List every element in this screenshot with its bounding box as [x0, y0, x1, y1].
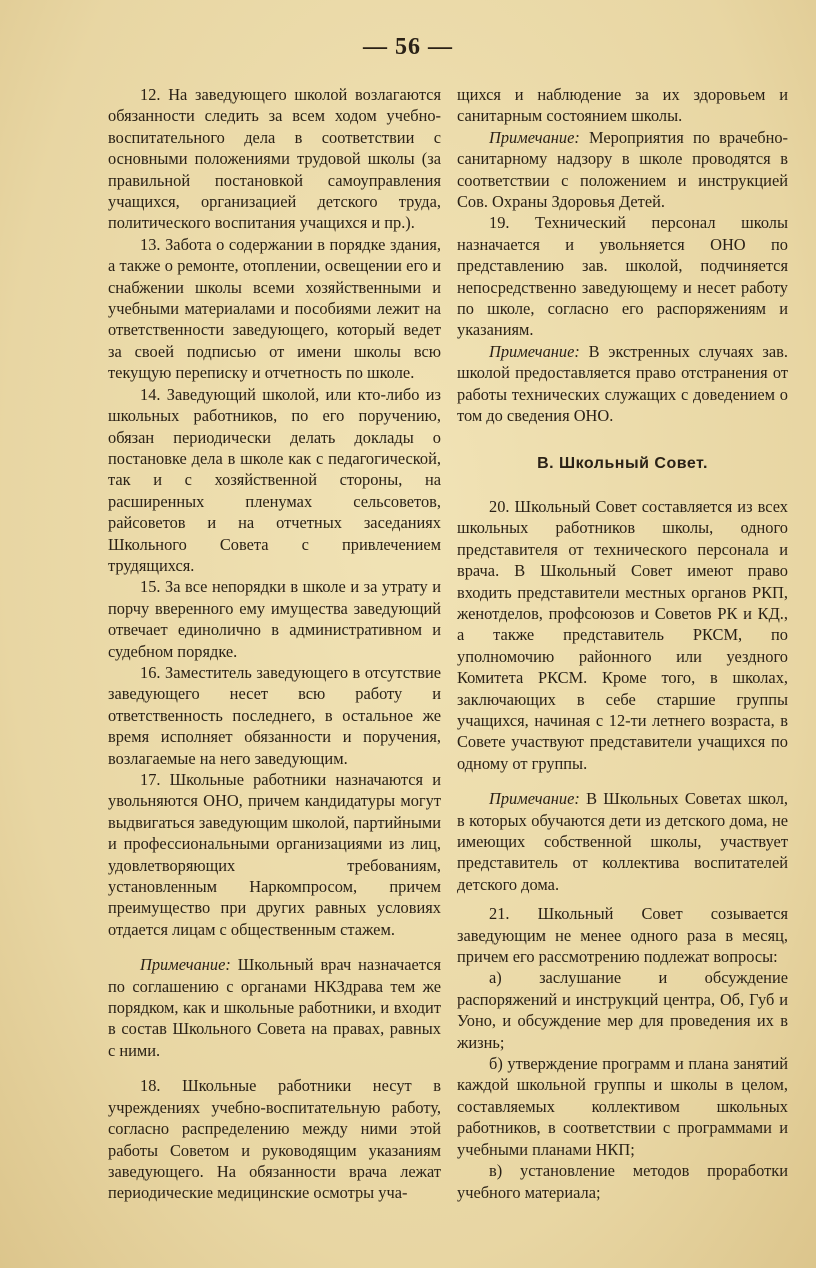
note-school-doctor — [108, 954, 441, 1061]
section-heading: В. Школьный Совет. — [537, 454, 708, 472]
paragraph-21b: б) утверждение программ и плана занятий каждой школьной группы и школы в целом, составляемых коллективом школьных работников, в соответствии с программами и учебными планами НКП; — [457, 1054, 788, 1159]
paragraph-18: 18. Школьные работники несут в учреждениях учебно-воспитательную работу, согласно распределению между ними этой работы Советом и руководящим указаниям заведующего. На обязанности врача лежат периодические медицинские осмотры уча- — [108, 1076, 441, 1203]
paragraph-21a: а) заслушание и обсуждение распоряжений и инструкций центра, Об, Губ и Уоно, и обсуждение мер для проведения их в жизнь; — [457, 968, 788, 1052]
note-text: В экстренных случаях зав. школой предоставляется право отстранения от работы технических служащих с доведением о том до сведения ОНО. — [457, 341, 788, 426]
note-label: Примечание: — [489, 127, 580, 147]
note-children-home — [457, 788, 788, 895]
left-column — [108, 84, 441, 1204]
note-label: Примечание: — [489, 341, 580, 361]
paragraph-20: 20. Школьный Совет составляется из всех школьных работников школы, одного представителя от технического персонала и врача. В Школьный Совет имеют право входить представители местных органов РКП, женотделов, профсоюзов и Советов РК и КД., а также представитель РКСМ, по уполномочию районного или уездного Комитета РКСМ. Кроме того, в школах, заключающих в себе старшие группы учащихся, начиная с 12-ти летнего возраста, в Совете участвуют представители учащихся по одному от группы. — [457, 496, 788, 773]
note-text: В Школьных Советах школ, в которых обучаются дети из детского дома, не имеющих собственной школы, участвует представитель от коллектива воспитателей детского дома. — [457, 789, 788, 894]
note-label: Примечание: — [489, 789, 580, 809]
paragraph-21: 21. Школьный Совет созывается заведующим не менее одного раза в месяц, причем его рассмотрению подлежат вопросы: — [457, 904, 788, 967]
note-technical-staff — [457, 341, 788, 427]
note-label: Примечание: — [140, 955, 231, 975]
paragraph-21c: в) установление методов проработки учебного материала; — [457, 1161, 788, 1202]
paragraph-15: 15. За все непорядки в школе и за утрату и порчу вверенного ему имущества заведующий отвечает единолично в административном и судебном порядке. — [108, 577, 441, 661]
paragraph-13: 13. Забота о содержании в порядке здания, а также о ремонте, отоплении, освещении его и снабжении школы всеми хозяйственными и учебными материалами и пособиями лежит на ответственности заведующего, который ведет за своей подписью от имени школы всю текущую переписку и отчетность по школе. — [108, 234, 441, 383]
note-text: Мероприятия по врачебно-санитарному надзору в школе проводятся в соответствии с положением и инструкцией Сов. Охраны Здоровья Детей. — [457, 127, 788, 212]
paragraph-18-continued: щихся и наблюдение за их здоровьем и санитарным состоянием школы. — [457, 85, 788, 126]
paragraph-16: 16. Заместитель заведующего в отсутствие заведующего несет всю работу и ответственность последнего, в остальное же время исполняет обязанности и поручения, возлагаемые на него заведующим. — [108, 662, 441, 768]
right-column — [457, 84, 788, 1203]
paragraph-19: 19. Технический персонал школы назначается и увольняется ОНО по представлению зав. школой, подчиняется непосредственно заведующему и несет работу по школе, согласно его распоряжениям и указаниям. — [457, 213, 788, 340]
page-number: — 56 — — [363, 34, 453, 60]
paragraph-14: 14. Заведующий школой, или кто-либо из школьных работников, по его поручению, обязан периодически делать доклады о постановке дела в школе как с педагогической, так и с хозяйственной стороны, на расширенных пленумах сельсоветов, райсоветов и на отчетных заседаниях Школьного Совета с привлечением трудящихся. — [108, 384, 441, 575]
paragraph-12: 12. На заведующего школой возлагаются обязанности следить за всем ходом учебно-воспитательного дела в соответствии с основными положениями трудовой школы (за правильной постановкой самоуправления учащихся, организацией детского труда, политического воспитания учащихся и пр.). — [108, 85, 441, 233]
paragraph-17: 17. Школьные работники назначаются и увольняются ОНО, причем кандидатуры могут выдвигаться заведующим школой, партийными и профессиональными организациями из лиц, удовлетворяющих требованиям, установленным Наркомпросом, причем преимущество при других равных условиях отдается лицам с общественным стажем. — [108, 770, 441, 939]
note-text: Школьный врач назначается по соглашению с органами НКЗдрава тем же порядком, как и школьные работники, и входит в состав Школьного Совета на правах, равных с ними. — [108, 955, 441, 1060]
note-sanitary — [457, 127, 788, 213]
